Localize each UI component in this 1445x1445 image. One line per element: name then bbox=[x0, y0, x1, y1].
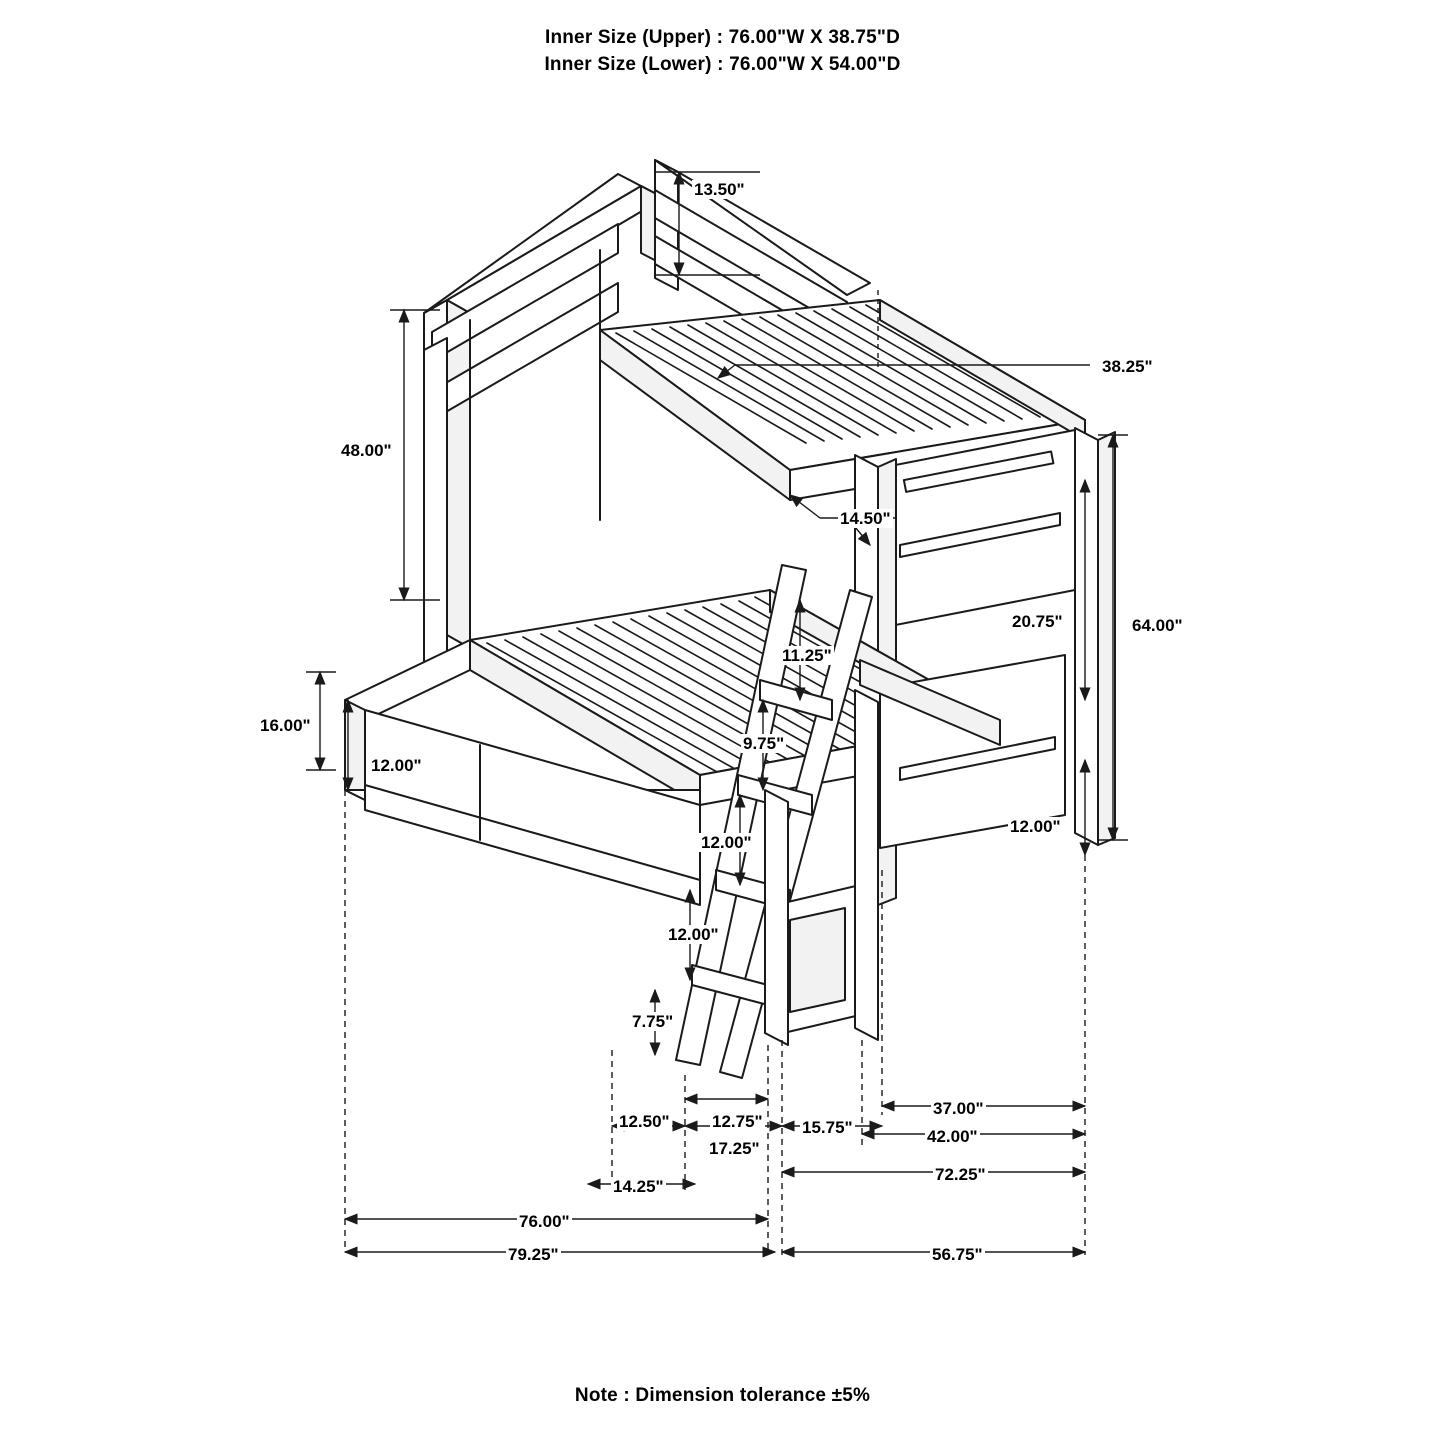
dimension-label-d-12-75: 12.75" bbox=[712, 1112, 763, 1131]
dimension-label-d-13-50: 13.50" bbox=[694, 180, 745, 199]
dimension-label-d-76-00: 76.00" bbox=[519, 1212, 570, 1231]
dimension-label-d-14-25: 14.25" bbox=[613, 1177, 664, 1196]
dimension-label-d-9-75: 9.75" bbox=[743, 734, 785, 753]
dimension-label-d-12-00-d: 12.00" bbox=[668, 925, 719, 944]
dimension-label-d-48-00: 48.00" bbox=[341, 441, 392, 460]
dimension-label-d-17-25: 17.25" bbox=[709, 1139, 760, 1158]
dimension-label-d-38-25: 38.25" bbox=[1102, 357, 1153, 376]
dimension-label-d-12-00-b: 12.00" bbox=[1010, 817, 1061, 836]
dimension-label-d-16-00: 16.00" bbox=[260, 716, 311, 735]
inner-size-lower: Inner Size (Lower) : 76.00"W X 54.00"D bbox=[544, 54, 901, 75]
dimension-label-d-14-50: 14.50" bbox=[840, 509, 891, 528]
dimension-label-d-12-00-c: 12.00" bbox=[701, 833, 752, 852]
dimension-label-d-12-00-a: 12.00" bbox=[371, 756, 422, 775]
tolerance-note: Note : Dimension tolerance ±5% bbox=[574, 1385, 871, 1406]
dimension-label-d-72-25: 72.25" bbox=[935, 1165, 986, 1184]
dimension-label-d-56-75: 56.75" bbox=[932, 1245, 983, 1264]
dimension-label-d-42-00: 42.00" bbox=[927, 1127, 978, 1146]
dimension-label-d-79-25: 79.25" bbox=[508, 1245, 559, 1264]
dimension-label-d-20-75: 20.75" bbox=[1012, 612, 1063, 631]
dimension-label-d-12-50: 12.50" bbox=[619, 1112, 670, 1131]
dimension-label-d-11-25: 11.25" bbox=[782, 646, 832, 665]
dimension-label-d-15-75: 15.75" bbox=[802, 1118, 853, 1137]
dimension-label-d-37-00: 37.00" bbox=[933, 1099, 984, 1118]
dimension-label-d-64-00: 64.00" bbox=[1132, 616, 1183, 635]
dimension-label-d-7-75: 7.75" bbox=[632, 1012, 674, 1031]
inner-size-upper: Inner Size (Upper) : 76.00"W X 38.75"D bbox=[544, 27, 901, 48]
